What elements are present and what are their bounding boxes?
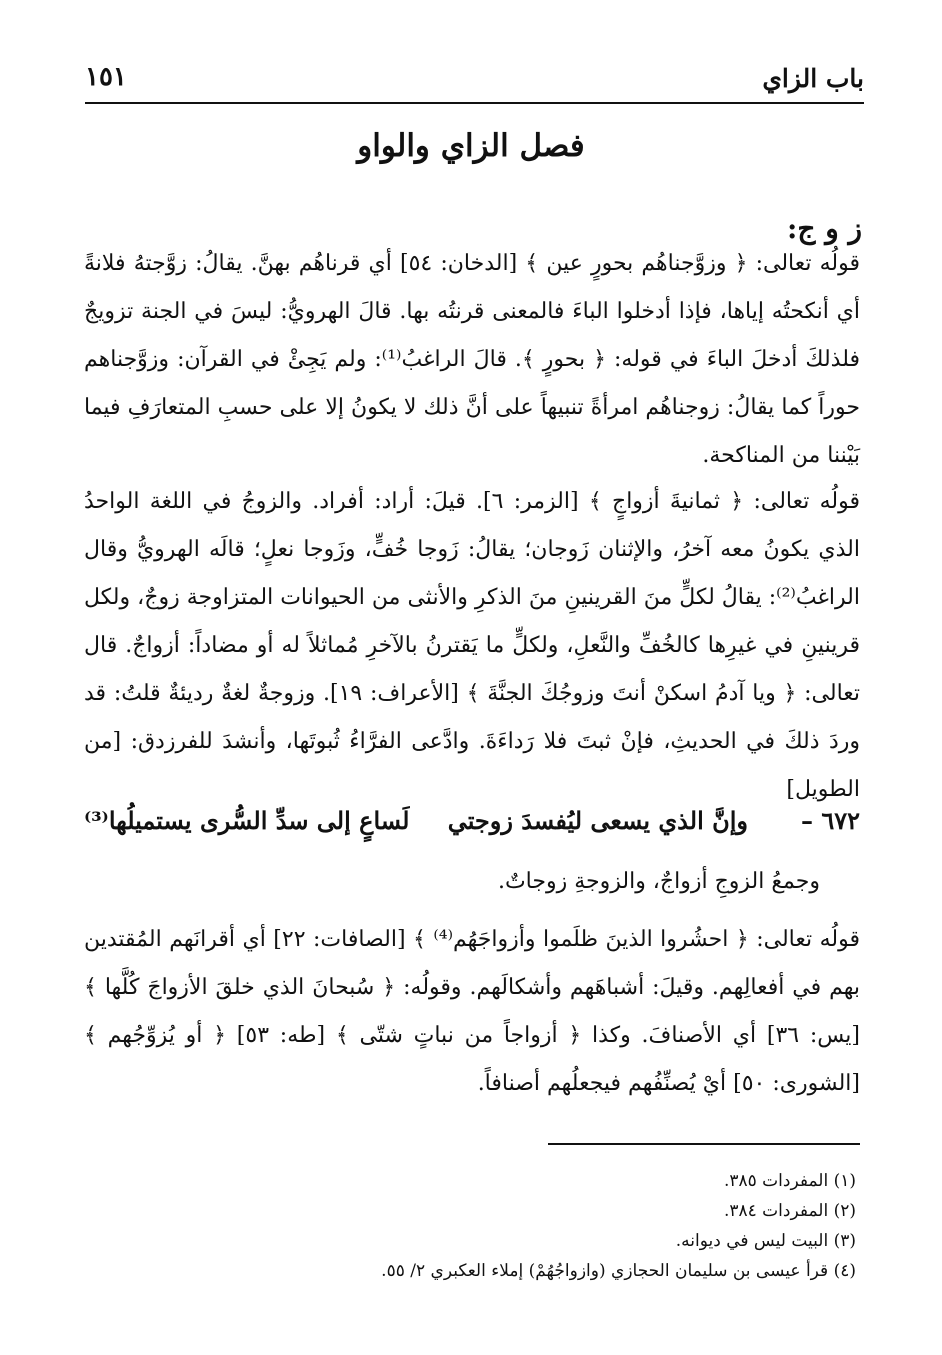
after-verse-line: وجمعُ الزوجِ أزواجٌ، والزوجةِ زوجاتٌ. (497, 869, 820, 894)
verse-first-hemistich: وإنَّ الذي يسعى ليُفسدَ زوجتي (447, 806, 748, 835)
footnote-separator (548, 1143, 860, 1145)
footnotes (150, 1166, 856, 1286)
paragraph-text: قولُه تعالى: ﴿ احشُروا الذينَ ظلَموا وأزواجَهُم⁽⁴⁾ ﴾ [الصافات: ٢٢] أي أقرانَهم المُقتدين بهم في أفعالِهم. وقيلَ: أشباهَهم وأشكالَهم. وقولُه: ﴿ سُبحانَ الذي خلقَ الأزواجَ كُلَّها ﴾ [يس: ٣٦] أي الأصنافَ. وكذا ﴿ أزواجاً من نباتٍ شتّى ﴾ [طه: ٥٣] ﴿ أو يُزوِّجُهم ﴾ [الشورى: ٥٠] أيْ يُصنِّفُهم فيجعلُهم أصنافاً. (84, 927, 860, 1096)
verse-second-hemistich: لَساعٍ إلى سدِّ السُّرى يستميلُها⁽³⁾ (84, 806, 410, 835)
running-header (85, 58, 864, 102)
section-title: فصل الزاي والواو (357, 128, 585, 164)
footnote-2: (٢) المفردات ٣٨٤. (723, 1201, 856, 1221)
paragraph-text: قولُه تعالى: ﴿ ثمانيةَ أزواجٍ ﴾ [الزمر: ٦]. قيلَ: أراد: أفراد. والزوجُ في اللغة الواحدُ الذي يكونُ معه آخرُ، والإثنان زَوجان؛ يقالُ: زَوجا خُفٍّ، وزَوجا نعلٍ؛ قالَه الهرويُّ وقال الراغبُ⁽²⁾: يقالُ لكلٍّ منَ القرينينِ منَ الذكرِ والأنثى من الحيوانات المتزاوجة زوجٌ، ولكل قرينينِ في غيرِها كالخُفِّ والنَّعلِ، ولكلٍّ ما يَقترنُ بالآخرِ مُماثلاً له أو مضاداً: أزواجٌ. قال تعالى: ﴿ ويا آدمُ اسكنْ أنتَ وزوجُكَ الجنَّةَ ﴾ [الأعراف: ١٩]. وزوجةٌ لغةٌ رديئةٌ قلتُ: قد وردَ ذلكَ في الحديثِ، فإنْ ثبتَ فلا رَداءَةَ. وادَّعى الفرَّاءُ ثُبوتَها، وأنشدَ للفرزدق: [من الطويل] (84, 489, 861, 802)
paragraph-text: قولُه تعالى: ﴿ وزوَّجناهُم بحورٍ عين ﴾ [الدخان: ٥٤] أي قرناهُم بهنَّ. يقالُ: زوَّجتهُ فلانةً أي أنكحتُه إياها، فإذا أدخلوا الباءَ فالمعنى قرنتُه بها. قالَ الهرويُّ: ليسَ في الجنة تزويجٌ فلذلكَ أدخلَ الباءَ في قوله: ﴿ بحورٍ ﴾. قالَ الراغبُ⁽¹⁾: ولم يَجِئْ في القرآن: وزوَّجناهم حوراً كما يقالُ: زوجناهُم امرأةً تنبيهاً على أنَّ ذلك لا يكونُ إلا على حسبِ المتعارَفِ فيما بَيْننا من المناكحة. (84, 251, 860, 468)
poetry-verse (84, 806, 860, 852)
verse-number: ٦٧٢ – (800, 806, 860, 835)
header-rule (85, 102, 864, 104)
footnote-3: (٣) البيت ليس في ديوانه. (675, 1231, 856, 1251)
paragraph-1 (84, 240, 860, 480)
chapter-title: باب الزاي (762, 64, 864, 93)
paragraph-3 (84, 916, 860, 1108)
root-entry-heading: ز و ج: (787, 212, 862, 245)
page-number: ١٥١ (85, 62, 127, 92)
footnote-4: (٤) قرأ عيسى بن سليمان الحجازي (وازواجُهُمْ) إملاء العكبري ٢/ ٥٥. (381, 1261, 856, 1281)
footnote-1: (١) المفردات ٣٨٥. (723, 1171, 856, 1191)
paragraph-2 (84, 478, 860, 814)
